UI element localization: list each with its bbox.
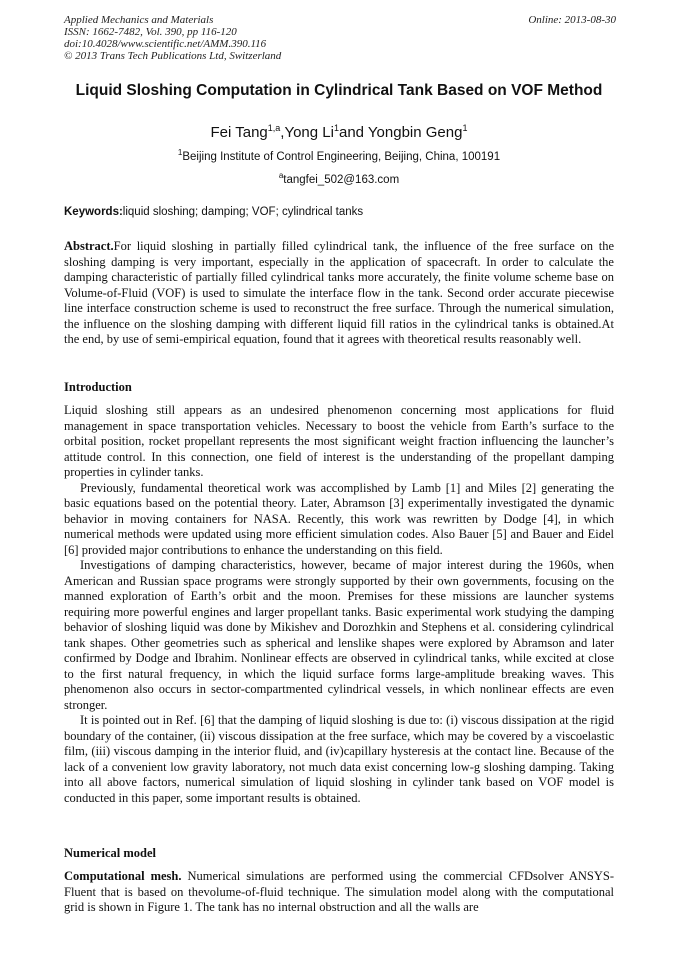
- affiliation-text: Beijing Institute of Control Engineering, Beijing, China, 100191: [182, 151, 501, 163]
- paragraph: Previously, fundamental theoretical work was accomplished by Lamb [1] and Miles [2] generating the basic equations based on the potential theory. Later, Abramson [3] experimentally investigated the dynamic behavior in moving containers for NASA. Recently, this work was rewritten by Dodge [4], in which numerical methods were updated using more efficient simulation codes. Also Bauer [5] and Bauer and Eidel [6] provided major contributions to enhance the understanding on this field.: [64, 480, 614, 557]
- email-line: [64, 173, 614, 187]
- author-name: and Yongbin Geng: [338, 124, 463, 141]
- email-superscript: a: [278, 171, 284, 181]
- section-heading-numerical-model: Numerical model: [64, 846, 156, 860]
- author-list: [64, 124, 614, 142]
- author-name: ,Yong Li: [280, 124, 334, 141]
- paragraph: Liquid sloshing still appears as an undesired phenomenon concerning most applications for fluid management in space transportation vehicles. Necessary to boost the vehicle from Earth’s surface to the orbital position, rocket propellant represents the most significant weight fraction influencing the launcher’s attitude control. In this connection, one field of interest is the understanding of the propellant damping properties in cylinder tanks.: [64, 403, 614, 479]
- affiliation-superscript: 1: [177, 148, 183, 158]
- copyright-line: © 2013 Trans Tech Publications Ltd, Switzerland: [64, 50, 282, 62]
- journal-name: Applied Mechanics and Materials: [64, 14, 214, 26]
- paragraph: It is pointed out in Ref. [6] that the damping of liquid sloshing is due to: (i) viscous dissipation at the rigid boundary of the container, (ii) viscous dissipation at the free surface, which may be covered by a viscoelastic film, (iii) viscous damping in the interior fluid, and (iv)capillary hysteresis at the contact line. Because of the lack of a convenient low gravity laboratory, not much data exist concerning low-g sloshing damping. Taking into all above factors, numerical simulation of liquid sloshing in cylinder tank based on VOF model is conducted in this paper, some important results is obtained.: [64, 713, 614, 805]
- paragraph-text: Numerical simulations are performed using the commercial CFDsolver ANSYS-Fluent that is based on thevolume-of-fluid technique. The simulation model along with the computational grid is shown in Figure 1. The tank has no internal obstruction and all the walls are: [64, 869, 614, 914]
- author-superscript: 1: [462, 123, 468, 133]
- paragraph: Investigations of damping characteristics, however, became of major interest during the 1960s, when American and Russian space programs were strongly supported by their own governments, focusing on the manned exploration of Earth’s orbit and the moon. Premises for these missions are launcher systems requiring more powerful engines and larger propellant tanks. Basic experimental work studying the damping behavior of sloshing liquid was done by Mikishev and Dorozhkin and Stephens et al. considering cylindrical tank shapes. Other geometries such as spherical and lenslike shapes were explored by Abramson and later confirmed by Dodge and Ibrahim. Nonlinear effects are observed in cylindrical tanks, while excited at close to the first natural frequency, in which the liquid surface forms large-amplitude breaking waves. This phenomenon also occurs in sector-compartmented cylindrical vessels, in which nonlinear effects are even stronger.: [64, 558, 614, 712]
- keywords-label: Keywords:: [64, 206, 123, 218]
- abstract-label: Abstract.: [64, 239, 114, 253]
- introduction-body: [64, 403, 614, 806]
- computational-mesh-paragraph: [64, 869, 614, 916]
- author-superscript: 1,a: [267, 123, 281, 133]
- journal-metadata: [64, 14, 281, 62]
- issn-line: ISSN: 1662-7482, Vol. 390, pp 116-120: [64, 26, 237, 38]
- email-address: tangfei_502@163.com: [283, 174, 400, 186]
- affiliation: [64, 150, 614, 164]
- keywords: [64, 206, 614, 218]
- online-date: Online: 2013-08-30: [528, 14, 616, 26]
- doi-line: doi:10.4028/www.scientific.net/AMM.390.116: [64, 38, 267, 50]
- keywords-text: liquid sloshing; damping; VOF; cylindrical tanks: [122, 206, 364, 218]
- paper-title: Liquid Sloshing Computation in Cylindrical Tank Based on VOF Method: [75, 82, 603, 99]
- abstract: [64, 239, 614, 348]
- author-superscript: 1: [333, 123, 339, 133]
- section-heading-introduction: Introduction: [64, 380, 132, 394]
- author-name: Fei Tang: [210, 124, 268, 141]
- abstract-text: For liquid sloshing in partially filled cylindrical tank, the influence of the free surface on the sloshing damping is very important, especially in the application of spacecraft. In order to calculate the damping characteristic of partially filled cylindrical tanks more accurately, the finite volume scheme base on Volume-of-Fluid (VOF) is used to simulate the interface flow in the tank. Second order accurate piecewise line interface construction scheme is used to reconstruct the free surface. Through the numerical simulation, the influence on the sloshing damping with different liquid fill ratios in the cylindrical tanks is obtained.At the end, by use of semi-empirical equation, found that it agrees with theoretical results reasonably well.: [64, 239, 614, 346]
- subsection-label: Computational mesh.: [64, 869, 182, 883]
